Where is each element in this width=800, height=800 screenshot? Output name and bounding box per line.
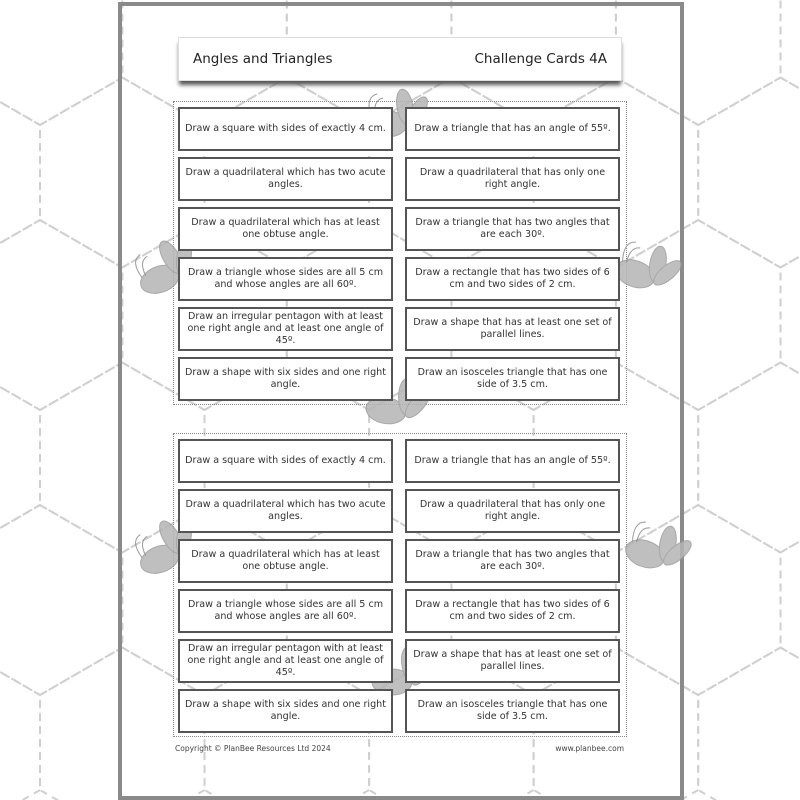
hexagon-outline (781, 220, 800, 410)
challenge-card: Draw a triangle whose sides are all 5 cm and whose angles are all 60º. (178, 589, 393, 633)
header-banner (178, 37, 622, 81)
hexagon-outline (0, 505, 122, 695)
challenge-card: Draw a triangle that has an angle of 55º. (405, 107, 620, 151)
hexagon-outline (698, 648, 800, 800)
challenge-card: Draw a quadrilateral which has two acute angles. (178, 489, 393, 533)
bee-icon (615, 515, 695, 589)
challenge-card: Draw a shape that has at least one set of parallel lines. (405, 639, 620, 683)
challenge-card: Draw a triangle that has two angles that are each 30º. (405, 207, 620, 251)
challenge-card: Draw a triangle that has an angle of 55º. (405, 439, 620, 483)
hexagon-outline (0, 0, 122, 125)
hexagon-outline (0, 220, 122, 410)
challenge-card: Draw an irregular pentagon with at least one right angle and at least one angle of 45º. (178, 307, 393, 351)
challenge-card: Draw a shape with six sides and one right angle. (178, 689, 393, 733)
challenge-card: Draw a shape that has at least one set of parallel lines. (405, 307, 620, 351)
challenge-card: Draw a rectangle that has two sides of 6 cm and two sides of 2 cm. (405, 257, 620, 301)
challenge-card: Draw an isosceles triangle that has one side of 3.5 cm. (405, 357, 620, 401)
challenge-card: Draw a quadrilateral that has only one right angle. (405, 489, 620, 533)
challenge-card: Draw an irregular pentagon with at least one right angle and at least one angle of 45º. (178, 639, 393, 683)
challenge-card: Draw a quadrilateral that has only one right angle. (405, 157, 620, 201)
challenge-card: Draw a quadrilateral which has two acute angles. (178, 157, 393, 201)
hexagon-outline (698, 363, 800, 553)
worksheet-title: Angles and Triangles (193, 51, 333, 67)
copyright-text: Copyright © PlanBee Resources Ltd 2024 (175, 744, 331, 753)
challenge-card: Draw a quadrilateral which has at least one obtuse angle. (178, 207, 393, 251)
worksheet-subtitle: Challenge Cards 4A (474, 51, 607, 67)
website-link: www.planbee.com (555, 744, 624, 753)
challenge-card: Draw a quadrilateral which has at least one obtuse angle. (178, 539, 393, 583)
challenge-card: Draw a triangle whose sides are all 5 cm and whose angles are all 60º. (178, 257, 393, 301)
challenge-card: Draw a square with sides of exactly 4 cm. (178, 439, 393, 483)
challenge-card: Draw a triangle that has two angles that are each 30º. (405, 539, 620, 583)
hexagon-outline (698, 78, 800, 268)
challenge-card: Draw an isosceles triangle that has one side of 3.5 cm. (405, 689, 620, 733)
challenge-card: Draw a square with sides of exactly 4 cm. (178, 107, 393, 151)
hexagon-outline (781, 505, 800, 695)
hexagon-outline (781, 0, 800, 125)
challenge-card: Draw a rectangle that has two sides of 6 cm and two sides of 2 cm. (405, 589, 620, 633)
challenge-card: Draw a shape with six sides and one right angle. (178, 357, 393, 401)
hexagon-outline (0, 648, 40, 800)
